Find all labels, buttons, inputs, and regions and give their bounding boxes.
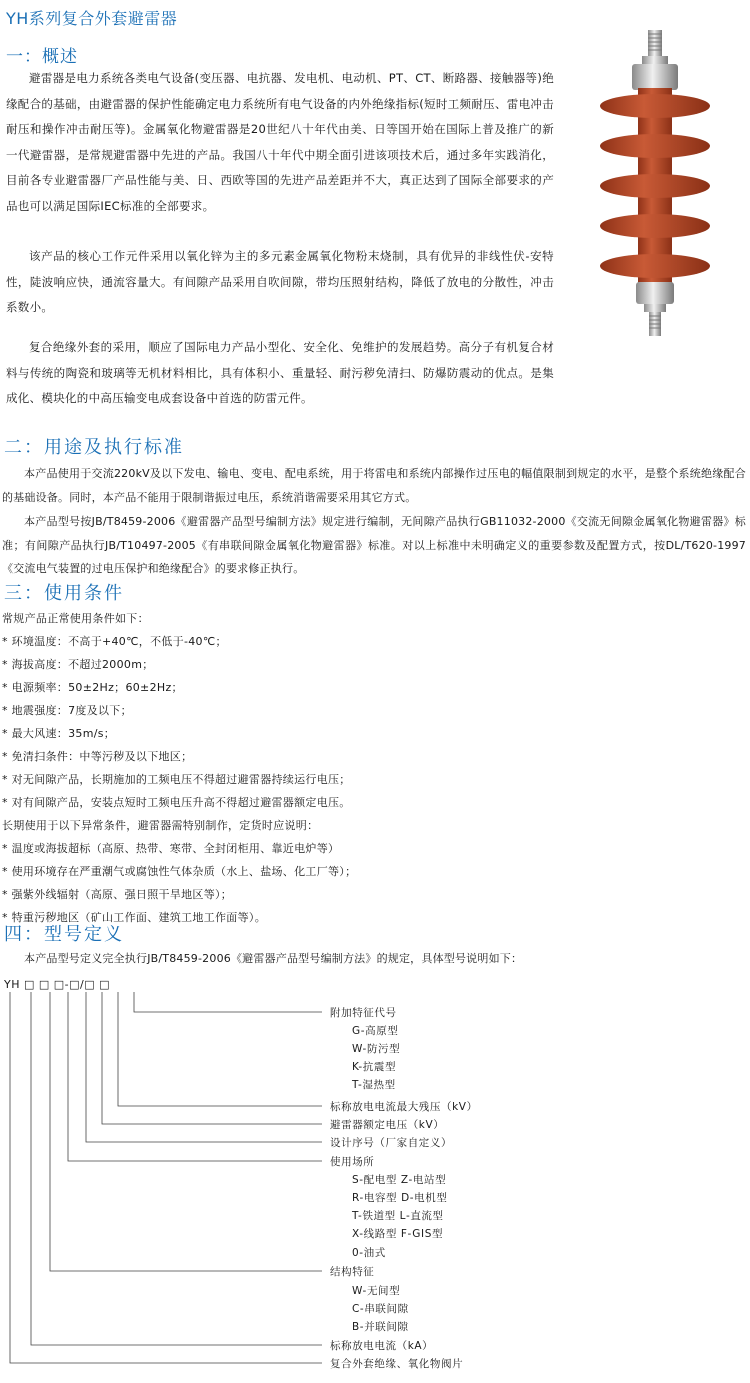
section-usage-heading: 二：用途及执行标准 xyxy=(4,437,184,458)
model-label-sub: W-无间型 xyxy=(352,1285,401,1297)
abnormal-condition-item: * 使用环境存在严重潮气或腐蚀性气体杂质（水上、盐场、化工厂等）； xyxy=(2,865,357,878)
model-label-sub: C-串联间隙 xyxy=(352,1303,409,1315)
page-title: YH系列复合外套避雷器 xyxy=(6,9,178,28)
abnormal-condition-item: * 温度或海拔超标（高原、热带、寒带、全封闭柜用、靠近电炉等） xyxy=(2,842,340,855)
condition-item: * 电源频率：50±2Hz；60±2Hz； xyxy=(2,681,183,694)
section-conditions-heading: 三：使用条件 xyxy=(4,583,124,604)
model-label-sub: T-铁道型 L-直流型 xyxy=(352,1210,444,1222)
model-code: YH □ □ □-□/□ □ xyxy=(4,978,111,991)
model-label-application: 使用场所 xyxy=(330,1156,375,1168)
condition-item: * 地震强度：7度及以下； xyxy=(2,704,132,717)
model-label-sub: 0-油式 xyxy=(352,1247,386,1259)
abnormal-conditions-intro: 长期使用于以下异常条件，避雷器需特别制作，定货时应说明： xyxy=(2,819,319,832)
model-label-sub: W-防污型 xyxy=(352,1043,401,1055)
condition-item: * 海拔高度：不超过2000m； xyxy=(2,658,154,671)
conditions-intro: 常规产品正常使用条件如下： xyxy=(2,612,149,625)
model-label-sub: B-并联间隙 xyxy=(352,1321,409,1333)
condition-item: * 对有间隙产品，安装点短时工频电压升高不得超过避雷器额定电压。 xyxy=(2,796,351,809)
model-intro: 本产品型号定义完全执行JB/T8459-2006《避雷器产品型号编制方法》的规定，具体型号说明如下： xyxy=(24,952,523,965)
overview-paragraph-2: 该产品的核心工作元件采用以氧化锌为主的多元素金属氧化物粉末烧制，具有优异的非线性伏-安特性，陡波响应快，通流容量大。有间隙产品采用自吹间隙，带均压照射结构，降低了放电的分散性，冲击系数小。 xyxy=(6,249,554,314)
abnormal-condition-item: * 强紫外线辐射（高原、强日照干旱地区等）； xyxy=(2,888,233,901)
model-label-sub: R-电容型 D-电机型 xyxy=(352,1192,448,1204)
model-label-nominal-current: 标称放电电流（kA） xyxy=(330,1340,434,1352)
model-label-structure: 结构特征 xyxy=(330,1266,375,1278)
overview-paragraph-3: 复合绝缘外套的采用，顺应了国际电力产品小型化、安全化、免维护的发展趋势。高分子有机复合材料与传统的陶瓷和玻璃等无机材料相比，具有体积小、重量轻、耐污秽免清扫、防爆防震动的优点。是集成化、模块化的中高压输变电成套设备中首选的防雷元件。 xyxy=(6,340,554,405)
model-label-design-number: 设计序号（厂家自定义） xyxy=(330,1137,453,1149)
section-model-heading: 四：型号定义 xyxy=(4,924,124,945)
abnormal-condition-item: * 特重污秽地区（矿山工作面、建筑工地工作面等）。 xyxy=(2,911,266,924)
model-label-rated-voltage: 避雷器额定电压（kV） xyxy=(330,1119,445,1131)
condition-item: * 免清扫条件：中等污秽及以下地区； xyxy=(2,750,193,763)
usage-paragraph-1: 本产品使用于交流220kV及以下发电、输电、变电、配电系统，用于将雷电和系统内部操作过压电的幅值限制到规定的水平，是整个系统绝缘配合的基础设备。同时，本产品不能用于限制谐振过电压，系统消谐需要采用其它方式。 xyxy=(2,467,746,504)
overview-paragraph-1: 避雷器是电力系统各类电气设备(变压器、电抗器、发电机、电动机、PT、CT、断路器、接触器等)绝缘配合的基础，由避雷器的保护性能确定电力系统所有电气设备的内外绝缘指标(短时工频耐压、雷电冲击耐压和操作冲击耐压等)。金属氧化物避雷器是20世纪八十年代由美、日等国开始在国际上普及推广的新一代避雷器，是常规避雷器中先进的产品。我国八十年代中期全面引进该项技术后，通过多年实践消化，目前各专业避雷器厂产品性能与美、日、西欧等国的先进产品差距并不大，真正达到了国际全部要求的产品也可以满足国际IEC标准的全部要求。 xyxy=(6,71,554,213)
condition-item: * 对无间隙产品，长期施加的工频电压不得超过避雷器持续运行电压； xyxy=(2,773,351,786)
usage-paragraph-2: 本产品型号按JB/T8459-2006《避雷器产品型号编制方法》规定进行编制，无间隙产品执行GB11032-2000《交流无间隙金属氧化物避雷器》标准；有间隙产品执行JB/T10497-2005《有串联间隙金属氧化物避雷器》标准。对以上标准中未明确定义的重要参数及配置方式，按DL/T620-1997《交流电气装置的过电压保护和绝缘配合》的要求修正执行。 xyxy=(2,515,746,575)
model-label-residual-voltage: 标称放电电流最大残压（kV） xyxy=(330,1101,478,1113)
condition-item: * 最大风速：35m/s； xyxy=(2,727,116,740)
condition-item: * 环境温度：不高于+40℃，不低于-40℃； xyxy=(2,635,227,648)
model-label-sub: X-线路型 F-GIS型 xyxy=(352,1228,444,1240)
model-label-additional-feature: 附加特征代号 xyxy=(330,1007,397,1019)
model-label-sub: S-配电型 Z-电站型 xyxy=(352,1174,447,1186)
section-overview-heading: 一：概述 xyxy=(6,47,78,67)
model-label-composite-housing: 复合外套绝缘、氧化物阀片 xyxy=(330,1358,464,1370)
model-label-sub: T-湿热型 xyxy=(352,1079,396,1091)
model-label-sub: G-高原型 xyxy=(352,1025,399,1037)
model-label-sub: K-抗震型 xyxy=(352,1061,397,1073)
